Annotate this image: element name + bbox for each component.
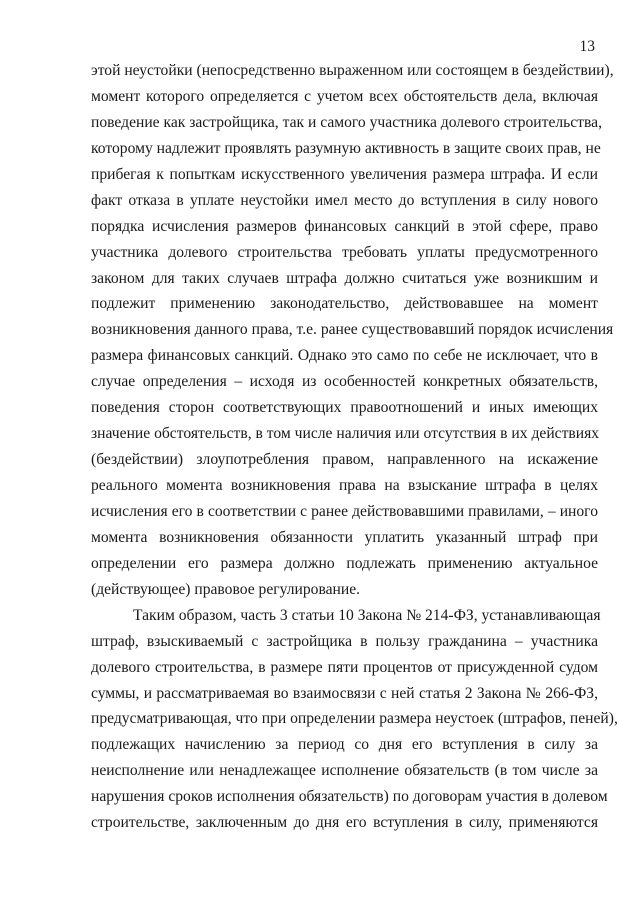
text-line: факт отказа в уплате неустойки имел место до вступления в силу нового bbox=[91, 191, 598, 209]
text-line: поведения сторон соответствующих правоотношений и иных имеющих bbox=[91, 399, 598, 417]
text-line: подлежит применению законодательство, действовавшее на момент bbox=[91, 295, 598, 313]
text-line: значение обстоятельств, в том числе наличия или отсутствия в их действиях bbox=[91, 425, 600, 443]
text-line: исчисления его в соответствии с ранее действовавшими правилами, – иного bbox=[91, 502, 598, 520]
text-line: поведение как застройщика, так и самого участника долевого строительства, bbox=[91, 113, 602, 131]
text-line: неисполнение или ненадлежащее исполнение обязательств (в том числе за bbox=[91, 762, 598, 780]
text-line: суммы, и рассматриваемая во взаимосвязи с ней статья 2 Закона № 266-ФЗ, bbox=[91, 684, 598, 702]
body-text bbox=[91, 58, 618, 836]
text-line: момент которого определяется с учетом всех обстоятельств дела, включая bbox=[91, 87, 598, 105]
text-line: порядка исчисления размеров финансовых санкций в этой сфере, право bbox=[91, 217, 598, 235]
text-line: участника долевого строительства требовать уплаты предусмотренного bbox=[91, 243, 598, 261]
text-line: штраф, взыскиваемый с застройщика в пользу гражданина – участника bbox=[91, 632, 598, 650]
text-line: подлежащих начислению за период со дня его вступления в силу за bbox=[91, 736, 598, 754]
text-line: (бездействии) злоупотребления правом, направленного на искажение bbox=[91, 451, 598, 469]
text-line: предусматривающая, что при определении размера неустоек (штрафов, пеней), bbox=[91, 710, 618, 728]
text-line: реального момента возникновения права на взыскание штрафа в целях bbox=[91, 477, 598, 494]
text-line: определении его размера должно подлежать применению актуальное bbox=[91, 554, 598, 572]
text-line: законом для таких случаев штрафа должно считаться уже возникшим и bbox=[91, 269, 598, 287]
text-line: размера финансовых санкций. Однако это само по себе не исключает, что в bbox=[91, 347, 598, 365]
text-line: нарушения сроков исполнения обязательств) по договорам участия в долевом bbox=[91, 788, 608, 806]
text-line: момента возникновения обязанности уплатить указанный штраф при bbox=[91, 528, 598, 546]
text-line: которому надлежит проявлять разумную активность в защите своих прав, не bbox=[91, 139, 601, 157]
paragraph-1 bbox=[91, 58, 614, 603]
text-line: этой неустойки (непосредственно выраженном или состоящем в бездействии), bbox=[91, 62, 614, 79]
text-line: прибегая к попыткам искусственного увеличения размера штрафа. И если bbox=[91, 165, 598, 183]
text-line: строительстве, заключенным до дня его вступления в силу, применяются bbox=[91, 814, 598, 832]
text-line: долевого строительства, в размере пяти процентов от присужденной судом bbox=[91, 658, 598, 676]
text-line: случае определения – исходя из особенностей конкретных обязательств, bbox=[91, 373, 598, 391]
paragraph-2 bbox=[91, 603, 618, 836]
text-line: Таким образом, часть 3 статьи 10 Закона № 214-ФЗ, устанавливающая bbox=[133, 606, 601, 624]
page-number: 13 bbox=[579, 38, 595, 55]
text-line: возникновения данного права, т.е. ранее существовавший порядок исчисления bbox=[91, 321, 614, 339]
text-line: (действующее) правовое регулирование. bbox=[91, 580, 361, 598]
